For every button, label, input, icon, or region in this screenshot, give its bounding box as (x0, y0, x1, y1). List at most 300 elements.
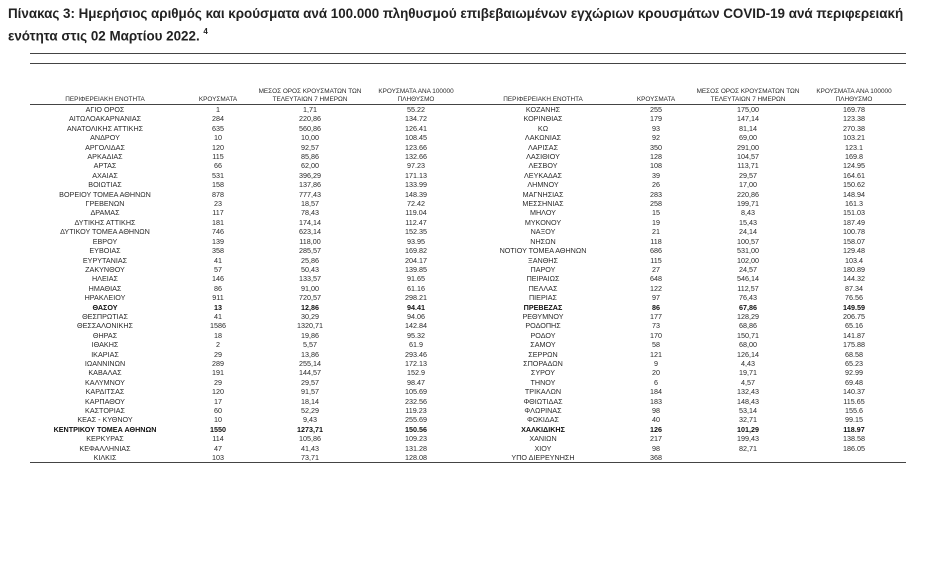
table-cell-c2: 122 (650, 283, 662, 293)
table-cell-p2: 92.99 (845, 368, 863, 378)
table-cell-u1: ΕΥΒΟΙΑΣ (89, 246, 121, 256)
table-cell-p1: 94.41 (407, 302, 425, 312)
table-cell-c2: 39 (652, 170, 660, 180)
table-cell-u1: ΚΕΡΚΥΡΑΣ (86, 434, 124, 444)
table-row (30, 237, 906, 246)
table-cell-u2: ΧΑΛΚΙΔΙΚΗΣ (521, 424, 565, 434)
header-unit-left: ΠΕΡΙΦΕΡΕΙΑΚΗ ΕΝΟΤΗΤΑ (65, 96, 145, 103)
table-cell-a2: 32,71 (739, 415, 757, 425)
table-cell-c2: 86 (652, 302, 660, 312)
table-cell-u2: ΚΩ (537, 123, 549, 133)
table-cell-a2: 531,00 (737, 246, 759, 256)
table-row (30, 274, 906, 283)
table-cell-p1: 55.22 (407, 105, 425, 114)
table-cell-p1: 61.16 (407, 283, 425, 293)
table-cell-a1: 78,43 (301, 208, 319, 218)
table-cell-a1: 105,86 (299, 434, 321, 444)
table-cell-a1: 1,71 (303, 105, 317, 114)
table-cell-c1: 115 (212, 152, 224, 162)
table-cell-a1: 1320,71 (297, 321, 323, 331)
table-cell-a1: 9,43 (303, 415, 317, 425)
table-cell-p2: 99.15 (845, 415, 863, 425)
table-cell-a1: 18,14 (301, 396, 319, 406)
table-cell-a2: 24,57 (739, 264, 757, 274)
table-cell-p2: 115.65 (843, 396, 865, 406)
table-cell-u2: ΠΕΙΡΑΙΩΣ (526, 274, 560, 284)
table-cell-p1: 123.66 (405, 142, 427, 152)
table-cell-a1: 41,43 (301, 443, 319, 453)
table-cell-u1: ΚΕΑΣ - ΚΥΘΝΟΥ (77, 415, 133, 425)
top-rule (30, 53, 906, 54)
table-cell-p1: 98.47 (407, 377, 425, 387)
header-avg-left: ΜΕΣΟΣ ΟΡΟΣ ΚΡΟΥΣΜΑΤΩΝ ΤΩΝ ΤΕΛΕΥΤΑΙΩΝ 7 ΗΜΕΡΩΝ (258, 88, 362, 103)
table-cell-c2: 21 (652, 227, 660, 237)
table-row (30, 415, 906, 424)
table-cell-a2 (694, 453, 802, 463)
table-cell-u1: ΔΥΤΙΚΟΥ ΤΟΜΕΑ ΑΘΗΝΩΝ (60, 227, 150, 237)
table-cell-u1: ΚΑΒΑΛΑΣ (88, 368, 122, 378)
table-cell-p2: 87.34 (845, 283, 863, 293)
table-cell-u2: ΦΛΩΡΙΝΑΣ (524, 406, 562, 415)
table-cell-c1: 29 (214, 377, 222, 387)
table-cell-c2: 20 (652, 368, 660, 378)
table-cell-a2: 69,00 (739, 133, 757, 143)
table-row (30, 152, 906, 161)
table-cell-p1: 109.23 (405, 434, 427, 444)
table-cell-u1: ΗΛΕΙΑΣ (91, 274, 119, 284)
table-cell-p2: 65.23 (845, 358, 863, 368)
table-cell-c2: 177 (650, 311, 662, 321)
table-cell-u2: ΝΑΞΟΥ (530, 227, 556, 237)
table-cell-c2: 179 (650, 114, 662, 124)
table-cell-u1: ΓΡΕΒΕΝΩΝ (85, 199, 125, 209)
table-cell-u2: ΜΗΛΟΥ (530, 208, 556, 218)
table-cell-p1: 148.39 (405, 189, 427, 199)
table-cell-u2: ΡΟΔΟΥ (530, 330, 556, 340)
table-cell-p1: 255.69 (405, 415, 427, 425)
table-cell-u2: ΚΟΖΑΝΗΣ (525, 105, 561, 114)
table-cell-c1: 41 (214, 311, 222, 321)
table-cell-a1: 73,71 (301, 453, 319, 463)
table-cell-c2: 98 (652, 406, 660, 415)
table-cell-p1: 142.84 (405, 321, 427, 331)
table-cell-c1: 191 (212, 368, 224, 378)
table-cell-u1: ΘΕΣΣΑΛΟΝΙΚΗΣ (77, 321, 133, 331)
table-cell-u2: ΠΑΡΟΥ (530, 264, 556, 274)
table-cell-a1: 220,86 (299, 114, 321, 124)
table-cell-u2: ΦΩΚΙΔΑΣ (527, 415, 559, 425)
table-cell-a2: 291,00 (737, 142, 759, 152)
table-cell-c1: 181 (212, 217, 224, 227)
table-cell-u2: ΠΡΕΒΕΖΑΣ (523, 302, 563, 312)
table-cell-p2: 100.78 (843, 227, 865, 237)
table-cell-c1: 289 (212, 358, 224, 368)
table-cell-u2: ΞΑΝΘΗΣ (528, 255, 558, 265)
table-cell-p1: 204.17 (405, 255, 427, 265)
table-cell-c1: 66 (214, 161, 222, 171)
table-cell-p1: 293.46 (405, 349, 427, 359)
table-cell-c2: 121 (650, 349, 662, 359)
table-cell-u1: ΑΙΤΩΛΟΑΚΑΡΝΑΝΙΑΣ (68, 114, 142, 124)
table-cell-a1: 133,57 (299, 274, 321, 284)
table-cell-p2: 141.87 (843, 330, 865, 340)
table-cell-c1: 531 (212, 170, 224, 180)
table-row (30, 406, 906, 415)
table-cell-p1: 152.9 (407, 368, 425, 378)
table-cell-c2: 15 (652, 208, 660, 218)
table-cell-c1: 158 (212, 180, 224, 190)
table-cell-c2: 118 (650, 236, 662, 246)
table-cell-u1: ΚΑΡΠΑΘΟΥ (85, 396, 125, 406)
table-cell-u2: ΣΥΡΟΥ (530, 368, 556, 378)
table-cell-c1: 635 (212, 123, 224, 133)
table-cell-a2: 82,71 (739, 443, 757, 453)
table-cell-p2: 158.07 (843, 236, 865, 246)
table-cell-a2: 126,14 (737, 349, 759, 359)
table-cell-u1: ΗΡΑΚΛΕΙΟΥ (84, 293, 126, 303)
table-cell-a1: 52,29 (301, 406, 319, 415)
table-cell-c1: 41 (214, 255, 222, 265)
table-cell-p2: 150.62 (843, 180, 865, 190)
table-cell-c1: 117 (212, 208, 224, 218)
table-cell-c1: 103 (212, 453, 224, 463)
table-cell-a1: 13,86 (301, 349, 319, 359)
table-cell-c1: 120 (212, 142, 224, 152)
table-cell-p2: 123.38 (843, 114, 865, 124)
table-cell-p2: 140.37 (843, 387, 865, 397)
table-cell-a1: 25,86 (301, 255, 319, 265)
header-row (30, 80, 906, 105)
table-row (30, 331, 906, 340)
table-cell-p2: 76.56 (845, 293, 863, 303)
top-rule-2 (30, 63, 906, 64)
table-cell-u2: ΛΗΜΝΟΥ (527, 180, 559, 190)
table-cell-p2: 144.32 (843, 274, 865, 284)
table-cell-p1: 132.66 (405, 152, 427, 162)
table-cell-c2: 40 (652, 415, 660, 425)
table-cell-u1: ΑΡΓΟΛΙΔΑΣ (85, 142, 125, 152)
table-cell-a2: 4,57 (741, 377, 755, 387)
table-cell-u1: ΗΜΑΘΙΑΣ (88, 283, 122, 293)
table-row (30, 199, 906, 208)
table-row (30, 397, 906, 406)
table-row (30, 161, 906, 170)
table-cell-p2: 270.38 (843, 123, 865, 133)
table-cell-p2: 124.95 (843, 161, 865, 171)
table-cell-a2: 8,43 (741, 208, 755, 218)
table-cell-a2: 220,86 (737, 189, 759, 199)
table-cell-p2: 68.58 (845, 349, 863, 359)
table-cell-p1: 169.82 (405, 246, 427, 256)
table-cell-a2: 113,71 (737, 161, 759, 171)
table-cell-p2: 169.8 (845, 152, 863, 162)
table-cell-a2: 104,57 (737, 152, 759, 162)
table-cell-c2: 255 (650, 105, 662, 114)
header-unit-right: ΠΕΡΙΦΕΡΕΙΑΚΗ ΕΝΟΤΗΤΑ (503, 96, 583, 103)
table-cell-p2: 206.75 (843, 311, 865, 321)
header-cases-left: ΚΡΟΥΣΜΑΤΑ (198, 96, 238, 103)
table-cell-p1: 139.85 (405, 264, 427, 274)
table-cell-u2: ΠΙΕΡΙΑΣ (528, 293, 557, 303)
table-cell-a2: 128,29 (737, 311, 759, 321)
table-cell-p2: 65.16 (845, 321, 863, 331)
table-cell-p1: 126.41 (405, 123, 427, 133)
table-cell-a1: 12,86 (301, 302, 319, 312)
table-cell-u2: ΤΗΝΟΥ (530, 377, 556, 387)
table-cell-a1: 174,14 (299, 217, 321, 227)
table-cell-c1: 120 (212, 387, 224, 397)
table-cell-a2: 68,00 (739, 340, 757, 350)
table-cell-c2: 128 (650, 152, 662, 162)
table-cell-u2: ΜΕΣΣΗΝΙΑΣ (522, 199, 564, 209)
table-row (30, 293, 906, 302)
table-cell-a2: 112,57 (737, 283, 759, 293)
table-cell-c2: 183 (650, 396, 662, 406)
table-cell-p2: 118.97 (843, 424, 865, 434)
table-cell-p2: 187.49 (843, 217, 865, 227)
table-cell-c2: 350 (650, 142, 662, 152)
table-cell-u2: ΜΥΚΟΝΟΥ (524, 217, 562, 227)
table-cell-a1: 85,86 (301, 152, 319, 162)
table-row (30, 124, 906, 133)
header-avg-right: ΜΕΣΟΣ ΟΡΟΣ ΚΡΟΥΣΜΑΤΩΝ ΤΩΝ ΤΕΛΕΥΤΑΙΩΝ 7 ΗΜΕΡΩΝ (696, 88, 800, 103)
table-cell-a2: 67,86 (739, 302, 757, 312)
table-cell-p2: 138.58 (843, 434, 865, 444)
table-cell-p1: 298.21 (405, 293, 427, 303)
table-cell-u2: ΛΕΣΒΟΥ (528, 161, 558, 171)
table-cell-u1: ΒΟΡΕΙΟΥ ΤΟΜΕΑ ΑΘΗΝΩΝ (59, 189, 151, 199)
table-cell-c1: 17 (214, 396, 222, 406)
table-cell-c2: 26 (652, 180, 660, 190)
table-cell-c2: 217 (650, 434, 662, 444)
table-cell-u1: ΚΕΝΤΡΙΚΟΥ ΤΟΜΕΑ ΑΘΗΝΩΝ (53, 424, 157, 434)
table-cell-c1: 2 (216, 340, 220, 350)
table-cell-u1: ΚΕΦΑΛΛΗΝΙΑΣ (79, 443, 131, 453)
table-cell-c2: 258 (650, 199, 662, 209)
table-cell-a2: 29,57 (739, 170, 757, 180)
table-cell-a2: 132,43 (737, 387, 759, 397)
table-cell-u1: ΘΑΣΟΥ (92, 302, 118, 312)
table-cell-u2: ΚΟΡΙΝΘΙΑΣ (523, 114, 563, 124)
table-cell-a2: 76,43 (739, 293, 757, 303)
table-cell-p1: 94.06 (407, 311, 425, 321)
table-cell-a2: 81,14 (739, 123, 757, 133)
header-cases-right: ΚΡΟΥΣΜΑΤΑ (636, 96, 676, 103)
table-cell-p2: 169.78 (843, 105, 865, 114)
table-row (30, 265, 906, 274)
table-cell-a2: 100,57 (737, 236, 759, 246)
table-row (30, 368, 906, 377)
table-cell-u1: ΘΕΣΠΡΩΤΙΑΣ (82, 311, 128, 321)
table-cell-p1: 95.32 (407, 330, 425, 340)
table-cell-a2: 175,00 (737, 105, 759, 114)
table-cell-p2: 103.21 (843, 133, 865, 143)
table-cell-c1: 29 (214, 349, 222, 359)
table-cell-p1: 133.99 (405, 180, 427, 190)
table-cell-u1: ΑΧΑΙΑΣ (92, 170, 118, 180)
table-cell-u1: ΘΗΡΑΣ (92, 330, 118, 340)
table-cell-u2: ΛΑΣΙΘΙΟΥ (526, 152, 560, 162)
table-row (30, 359, 906, 368)
table-cell-u1: ΑΝΔΡΟΥ (90, 133, 120, 143)
table-cell-u2: ΛΕΥΚΑΔΑΣ (523, 170, 562, 180)
table-cell-c2: 184 (650, 387, 662, 397)
table-cell-c1: 10 (214, 415, 222, 425)
table-cell-a1: 10,00 (301, 133, 319, 143)
table-cell-u1: ΙΚΑΡΙΑΣ (91, 349, 119, 359)
table-cell-a1: 5,57 (303, 340, 317, 350)
table-cell-u1: ΕΥΡΥΤΑΝΙΑΣ (82, 255, 128, 265)
table-cell-u1: ΑΓΙΟ ΟΡΟΣ (85, 105, 125, 114)
table-cell-c2: 98 (652, 443, 660, 453)
table-cell-p1: 171.13 (405, 170, 427, 180)
table-cell-u2: ΡΟΔΟΠΗΣ (525, 321, 561, 331)
table-cell-c2: 108 (650, 161, 662, 171)
table-cell-p2: 164.61 (843, 170, 865, 180)
table-cell-u1: ΚΙΛΚΙΣ (93, 453, 117, 463)
table-cell-p1: 108.45 (405, 133, 427, 143)
table-row (30, 114, 906, 123)
table-cell-a2: 24,14 (739, 227, 757, 237)
table-cell-p1: 119.04 (405, 208, 427, 218)
table-cell-a1: 720,57 (299, 293, 321, 303)
table-cell-a2: 102,00 (737, 255, 759, 265)
table-cell-u1: ΑΡΚΑΔΙΑΣ (87, 152, 123, 162)
table-cell-p2: 180.89 (843, 264, 865, 274)
table-cell-p1: 93.95 (407, 236, 425, 246)
caption-text: Πίνακας 3: Ημερήσιος αριθμός και κρούσματα ανά 100.000 πληθυσμού επιβεβαιωμένων εγχώριων κρουσμάτων COVID-19 ανά περιφερειακή ενότητα στις 02 Μαρτίου 2022. (8, 6, 904, 44)
table-cell-c2: 97 (652, 293, 660, 303)
table-cell-c1: 60 (214, 406, 222, 415)
table-cell-c2: 368 (650, 453, 662, 463)
table-cell-c1: 10 (214, 133, 222, 143)
table-cell-c2: 686 (650, 246, 662, 256)
table-cell-u2: ΠΕΛΛΑΣ (528, 283, 558, 293)
table-cell-p1: 91.65 (407, 274, 425, 284)
table-cell-u2: ΝΟΤΙΟΥ ΤΟΜΕΑ ΑΘΗΝΩΝ (499, 246, 587, 256)
table-cell-p1: 61.9 (409, 340, 423, 350)
table-cell-u2: ΛΑΚΩΝΙΑΣ (524, 133, 562, 143)
table-cell-p1: 97.23 (407, 161, 425, 171)
table-row (30, 350, 906, 359)
table-row (30, 303, 906, 312)
table-row (30, 218, 906, 227)
table-cell-a1: 285,57 (299, 246, 321, 256)
table-cell-c1: 358 (212, 246, 224, 256)
table-row (30, 284, 906, 293)
table-cell-c1: 57 (214, 264, 222, 274)
table-cell-a1: 118,00 (299, 236, 321, 246)
table-cell-c2: 92 (652, 133, 660, 143)
table-cell-c2: 73 (652, 321, 660, 331)
table-cell-c1: 23 (214, 199, 222, 209)
table-row (30, 143, 906, 152)
table-row (30, 312, 906, 321)
table-cell-c2: 115 (650, 255, 662, 265)
table-cell-p1: 152.35 (405, 227, 427, 237)
table-cell-a1: 62,00 (301, 161, 319, 171)
table-cell-c1: 18 (214, 330, 222, 340)
table-cell-a1: 1273,71 (297, 424, 323, 434)
table-cell-p1: 131.28 (405, 443, 427, 453)
table-cell-p2: 161.3 (845, 199, 863, 209)
table-cell-u1: ΚΑΡΔΙΤΣΑΣ (85, 387, 125, 397)
table-cell-u1: ΔΥΤΙΚΗΣ ΑΤΤΙΚΗΣ (74, 217, 136, 227)
table-cell-c1: 114 (212, 434, 224, 444)
table-row (30, 246, 906, 255)
table-cell-p2 (802, 453, 906, 463)
table-cell-p2: 103.4 (845, 255, 863, 265)
table-cell-c2: 93 (652, 123, 660, 133)
table-cell-u2: ΝΗΣΩΝ (530, 236, 556, 246)
table-cell-a1: 137,86 (299, 180, 321, 190)
table-cell-a2: 148,43 (737, 396, 759, 406)
table-cell-p1: 128.08 (405, 453, 427, 463)
table-cell-a1: 18,57 (301, 199, 319, 209)
table-cell-u2: ΧΙΟΥ (534, 443, 552, 453)
table-cell-p2: 129.48 (843, 246, 865, 256)
table-cell-c1: 746 (212, 227, 224, 237)
table-cell-p2: 148.94 (843, 189, 865, 199)
table-cell-a2: 199,43 (737, 434, 759, 444)
table-cell-c2: 648 (650, 274, 662, 284)
table-row (30, 444, 906, 453)
table-cell-a2: 147,14 (737, 114, 759, 124)
table-cell-c2: 9 (654, 358, 658, 368)
table-cell-c1: 911 (212, 293, 224, 303)
table-cell-a1: 19,86 (301, 330, 319, 340)
table-cell-a2: 4,43 (741, 358, 755, 368)
table-row (30, 321, 906, 330)
table-cell-p2: 69.48 (845, 377, 863, 387)
table-cell-a1: 91,00 (301, 283, 319, 293)
table-row (30, 171, 906, 180)
table-cell-u2: ΦΘΙΩΤΙΔΑΣ (523, 396, 563, 406)
table-cell-c2: 58 (652, 340, 660, 350)
table-cell-a1: 560,86 (299, 123, 321, 133)
table-cell-u1: ΕΒΡΟΥ (92, 236, 118, 246)
table-cell-c1: 139 (212, 236, 224, 246)
table-cell-u1: ΙΘΑΚΗΣ (91, 340, 119, 350)
table-cell-u2: ΣΑΜΟΥ (530, 340, 556, 350)
table-cell-u1: ΙΩΑΝΝΙΝΩΝ (84, 358, 126, 368)
table-cell-a2: 15,43 (739, 217, 757, 227)
table-cell-a1: 91,57 (301, 387, 319, 397)
covid-cases-table (30, 80, 906, 463)
table-row (30, 434, 906, 443)
table-cell-u1: ΑΝΑΤΟΛΙΚΗΣ ΑΤΤΙΚΗΣ (66, 123, 144, 133)
table-row (30, 378, 906, 387)
table-cell-p2: 149.59 (843, 302, 865, 312)
table-cell-a1: 30,29 (301, 311, 319, 321)
table-cell-u1: ΖΑΚΥΝΘΟΥ (85, 264, 125, 274)
table-cell-c2: 283 (650, 189, 662, 199)
table-cell-c2: 19 (652, 217, 660, 227)
table-cell-a1: 144,57 (299, 368, 321, 378)
table-cell-p1: 232.56 (405, 396, 427, 406)
table-cell-a1: 29,57 (301, 377, 319, 387)
table-cell-u1: ΒΟΙΩΤΙΑΣ (88, 180, 122, 190)
table-body (30, 105, 906, 463)
table-cell-c1: 284 (212, 114, 224, 124)
table-cell-u1: ΔΡΑΜΑΣ (90, 208, 120, 218)
table-row (30, 180, 906, 189)
table-cell-p1: 105.69 (405, 387, 427, 397)
table-cell-a2: 53,14 (739, 406, 757, 415)
table-cell-p2: 123.1 (845, 142, 863, 152)
table-cell-c2: 170 (650, 330, 662, 340)
table-row (30, 340, 906, 349)
